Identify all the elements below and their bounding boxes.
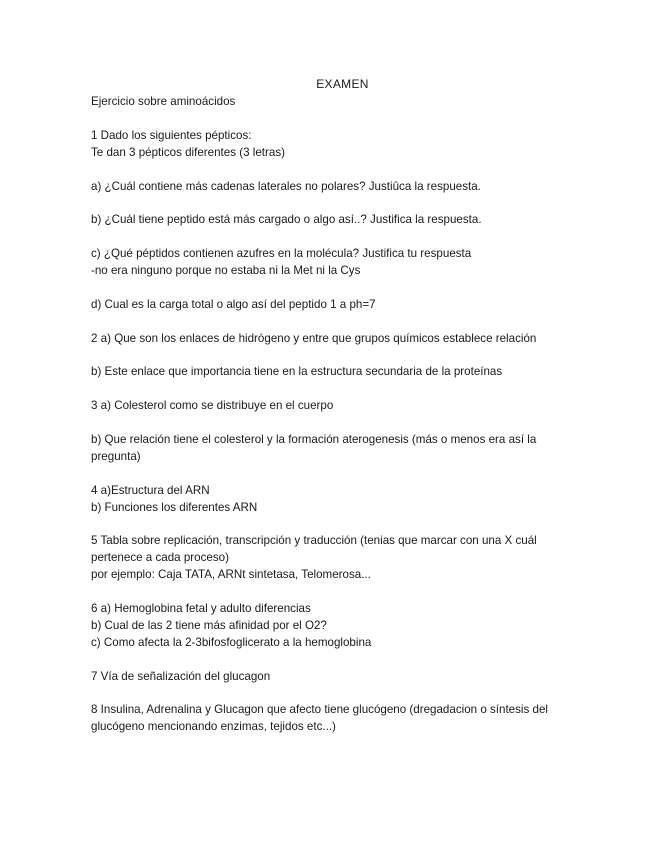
question-7 [91, 669, 576, 686]
question-8 [91, 702, 576, 736]
question-4 [91, 483, 576, 517]
q3b-text: b) Que relación tiene el colesterol y la formación aterogenesis (más o menos era así la pregunta) [91, 432, 537, 463]
q1b-text: b) ¿Cuál tiene peptido está más cargado o algo así..? Justifica la respuesta. [91, 213, 482, 227]
question-3a [91, 398, 576, 415]
question-2b [91, 364, 576, 381]
question-2a [91, 331, 576, 348]
q2b-text: b) Este enlace que importancia tiene en la estructura secundaria de la proteínas [91, 365, 503, 379]
question-1-intro [91, 128, 576, 162]
q5-example: por ejemplo: Caja TATA, ARNt sintetasa, Telomerosa... [91, 568, 371, 582]
q1-intro-text: 1 Dado los siguientes pépticos: [91, 128, 252, 142]
question-3b [91, 432, 576, 466]
q1d-text: d) Cual es la carga total o algo así del peptido 1 a ph=7 [91, 297, 376, 311]
question-1c [91, 246, 576, 280]
q1a-text: a) ¿Cuál contiene más cadenas laterales no polares? Justiûca la respuesta. [91, 179, 481, 193]
exercise-subtitle: Ejercicio sobre aminoácidos [91, 95, 236, 108]
q1c-answer: -no era ninguno porque no estaba ni la Met ni la Cys [91, 264, 361, 277]
question-6 [91, 601, 576, 652]
q5-text: 5 Tabla sobre replicación, transcripción y traducción (tenias que marcar con una X cuál pertenece a cada proceso) [91, 534, 537, 565]
question-1d [91, 297, 576, 314]
q3a-text: 3 a) Colesterol como se distribuye en el cuerpo [91, 399, 334, 413]
subtitle-block [91, 94, 576, 111]
question-1a [91, 179, 576, 196]
q8-text: 8 Insulina, Adrenalina y Glucagon que afecto tiene glucógeno (dregadacion o síntesis del glucógeno mencionando enzimas, tejidos etc...) [91, 703, 548, 734]
q2a-text: 2 a) Que son los enlaces de hidrógeno y entre que grupos químicos establece relación [91, 331, 537, 345]
q1c-text: c) ¿Qué péptidos contienen azufres en la molécula? Justifica tu respuesta [91, 247, 472, 261]
q4a-text: 4 a)Estructura del ARN [91, 483, 210, 497]
q6a-text: 6 a) Hemoglobina fetal y adulto diferencias [91, 602, 311, 615]
q6c-text: c) Como afecta la 2-3bifosfoglicerato a la hemoglobina [91, 635, 372, 649]
q4b-text: b) Funciones los diferentes ARN [91, 500, 258, 514]
question-5 [91, 533, 576, 584]
document-body [91, 94, 576, 736]
q1-detail-text: Te dan 3 pépticos diferentes (3 letras) [91, 145, 285, 159]
question-1b [91, 212, 576, 229]
q6b-text: b) Cual de las 2 tiene más afinidad por el O2? [91, 618, 327, 632]
q7-text: 7 Vía de señalización del glucagon [91, 669, 271, 683]
document-title: EXAMEN [316, 77, 369, 91]
